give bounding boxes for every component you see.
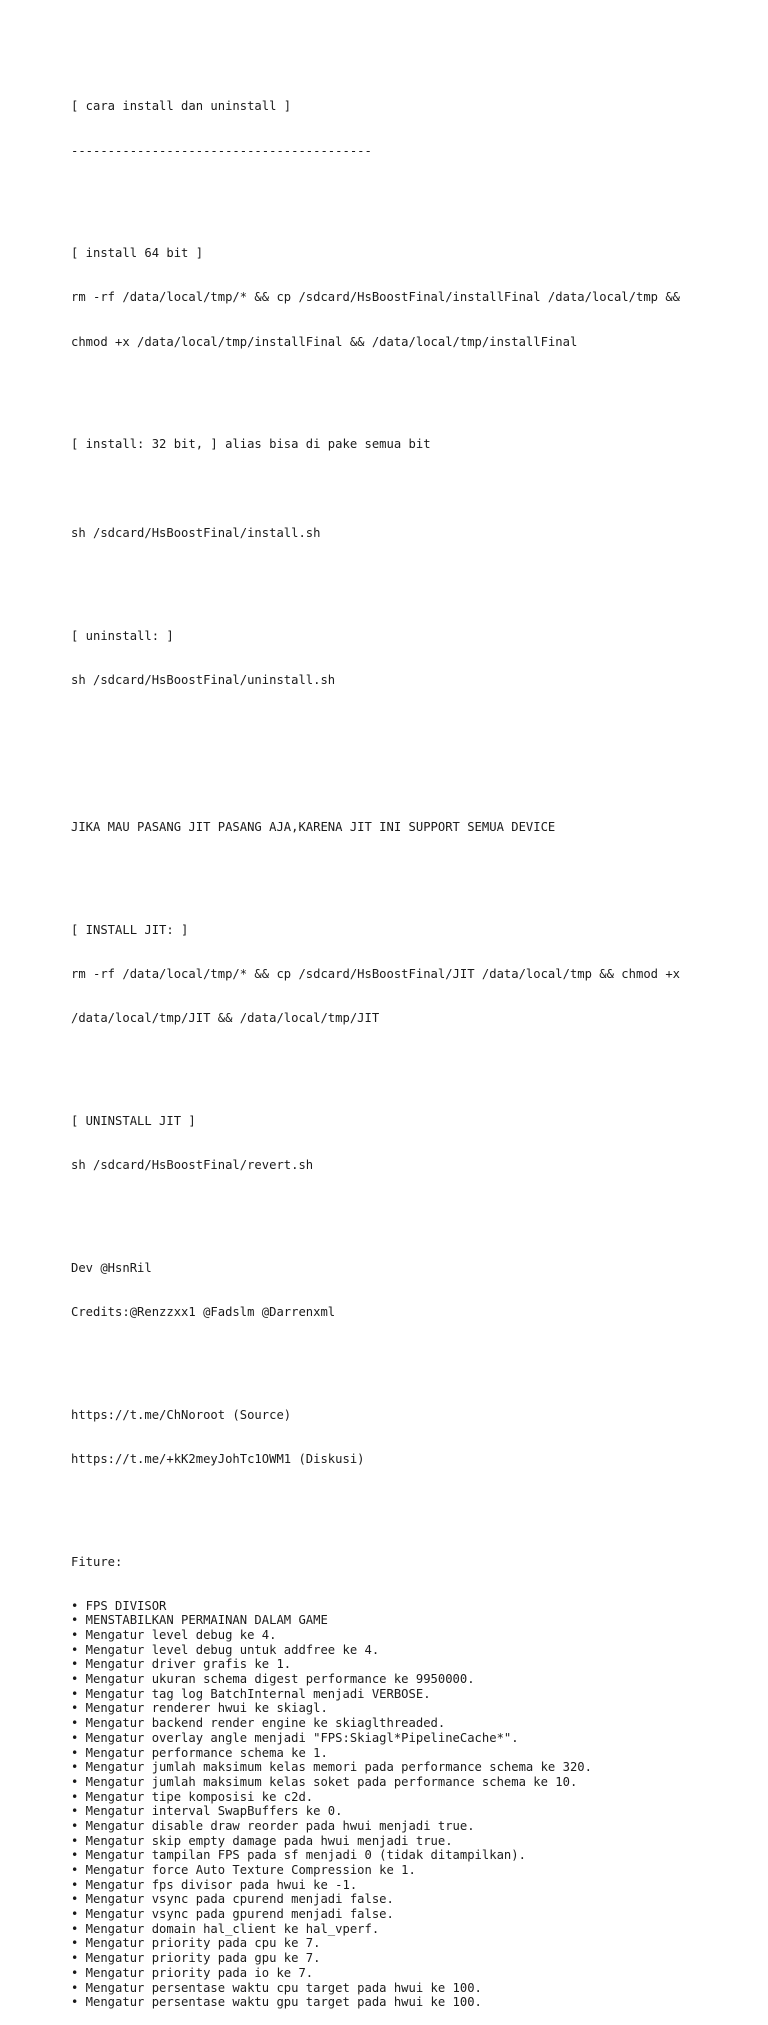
features-title: Fiture: xyxy=(71,1554,123,1569)
feature-list-item: • Mengatur level debug untuk addfree ke 4. xyxy=(71,1642,380,1657)
document-page xyxy=(71,70,731,2025)
feature-list-item: • FPS DIVISOR xyxy=(71,1598,167,1613)
feature-list-item: • Mengatur interval SwapBuffers ke 0. xyxy=(71,1804,343,1819)
spacer xyxy=(71,379,731,394)
feature-list-item: • Mengatur vsync pada gpurend menjadi false. xyxy=(71,1907,394,1922)
feature-list-item: • Mengatur domain hal_client ke hal_vperf. xyxy=(71,1921,380,1936)
install64-command-line2: chmod +x /data/local/tmp/installFinal && /data/local/tmp/installFinal xyxy=(71,334,578,349)
spacer xyxy=(71,482,731,497)
feature-list-item: • Mengatur priority pada io ke 7. xyxy=(71,1965,314,1980)
spacer xyxy=(71,1202,731,1217)
source-link[interactable]: https://t.me/ChNoroot (Source) xyxy=(71,1407,292,1422)
link-discussion[interactable] xyxy=(71,1452,731,1467)
feature-list-item: • Mengatur disable draw reorder pada hwui menjadi true. xyxy=(71,1818,475,1833)
feature-list-item: • Mengatur jumlah maksimum kelas memori pada performance schema ke 320. xyxy=(71,1760,592,1775)
feature-list-item: • Mengatur vsync pada cpurend menjadi false. xyxy=(71,1892,394,1907)
feature-list-item: • MENSTABILKAN PERMAINAN DALAM GAME xyxy=(71,1613,328,1628)
install64-title: [ install 64 bit ] xyxy=(71,246,204,261)
feature-list-item: • Mengatur persentase waktu gpu target pada hwui ke 100. xyxy=(71,1995,482,2010)
spacer xyxy=(71,1496,731,1511)
feature-list-item: • Mengatur overlay angle menjadi "FPS:Skiagl*PipelineCache*". xyxy=(71,1730,519,1745)
link-source[interactable] xyxy=(71,1408,731,1423)
feature-list-item: • Mengatur performance schema ke 1. xyxy=(71,1745,328,1760)
feature-list-item: • Mengatur renderer hwui ke skiagl. xyxy=(71,1701,328,1716)
uninstall-command: sh /sdcard/HsBoostFinal/uninstall.sh xyxy=(71,672,336,687)
install-jit-command-line1: rm -rf /data/local/tmp/* && cp /sdcard/HsBoostFinal/JIT /data/local/tmp && chmod +x xyxy=(71,966,681,981)
feature-list-item: • Mengatur skip empty damage pada hwui menjadi true. xyxy=(71,1833,453,1848)
spacer xyxy=(71,761,731,776)
install64-command-line1: rm -rf /data/local/tmp/* && cp /sdcard/HsBoostFinal/installFinal /data/local/tmp && xyxy=(71,290,681,305)
feature-list-item: • Mengatur force Auto Texture Compression ke 1. xyxy=(71,1863,416,1878)
jit-note: JIKA MAU PASANG JIT PASANG AJA,KARENA JIT INI SUPPORT SEMUA DEVICE xyxy=(71,819,556,834)
feature-list-item: • Mengatur tipe komposisi ke c2d. xyxy=(71,1789,314,1804)
feature-list-item: • Mengatur priority pada gpu ke 7. xyxy=(71,1951,321,1966)
feature-list-item: • Mengatur fps divisor pada hwui ke -1. xyxy=(71,1877,358,1892)
feature-list xyxy=(71,1599,731,2010)
uninstall-jit-title: [ UNINSTALL JIT ] xyxy=(71,1113,196,1128)
install-jit-command-line2: /data/local/tmp/JIT && /data/local/tmp/JIT xyxy=(71,1010,380,1025)
heading: [ cara install dan uninstall ] xyxy=(71,99,292,114)
spacer xyxy=(71,188,731,203)
discussion-link[interactable]: https://t.me/+kK2meyJohTc1OWM1 (Diskusi) xyxy=(71,1451,365,1466)
feature-list-item: • Mengatur backend render engine ke skiaglthreaded. xyxy=(71,1716,446,1731)
divider-rule: ----------------------------------------- xyxy=(71,143,372,158)
install32-title: [ install: 32 bit, ] alias bisa di pake semua bit xyxy=(71,437,431,452)
credits-line: Credits:@Renzzxx1 @Fadslm @Darrenxml xyxy=(71,1304,336,1319)
feature-list-item: • Mengatur ukuran schema digest performance ke 9950000. xyxy=(71,1672,475,1687)
spacer xyxy=(71,570,731,585)
uninstall-jit-command: sh /sdcard/HsBoostFinal/revert.sh xyxy=(71,1157,314,1172)
uninstall-title: [ uninstall: ] xyxy=(71,628,174,643)
spacer xyxy=(71,1055,731,1070)
spacer xyxy=(71,864,731,879)
install-jit-title: [ INSTALL JIT: ] xyxy=(71,922,189,937)
dev-credit: Dev @HsnRil xyxy=(71,1260,152,1275)
feature-list-item: • Mengatur persentase waktu cpu target pada hwui ke 100. xyxy=(71,1980,482,1995)
feature-list-item: • Mengatur driver grafis ke 1. xyxy=(71,1657,292,1672)
feature-list-item: • Mengatur tampilan FPS pada sf menjadi 0 (tidak ditampilkan). xyxy=(71,1848,526,1863)
feature-list-item: • Mengatur level debug ke 4. xyxy=(71,1628,277,1643)
feature-list-item: • Mengatur tag log BatchInternal menjadi VERBOSE. xyxy=(71,1686,431,1701)
feature-list-item: • Mengatur jumlah maksimum kelas soket pada performance schema ke 10. xyxy=(71,1774,578,1789)
spacer xyxy=(71,1349,731,1364)
spacer xyxy=(71,717,731,732)
install32-command: sh /sdcard/HsBoostFinal/install.sh xyxy=(71,525,321,540)
feature-list-item: • Mengatur priority pada cpu ke 7. xyxy=(71,1936,321,1951)
